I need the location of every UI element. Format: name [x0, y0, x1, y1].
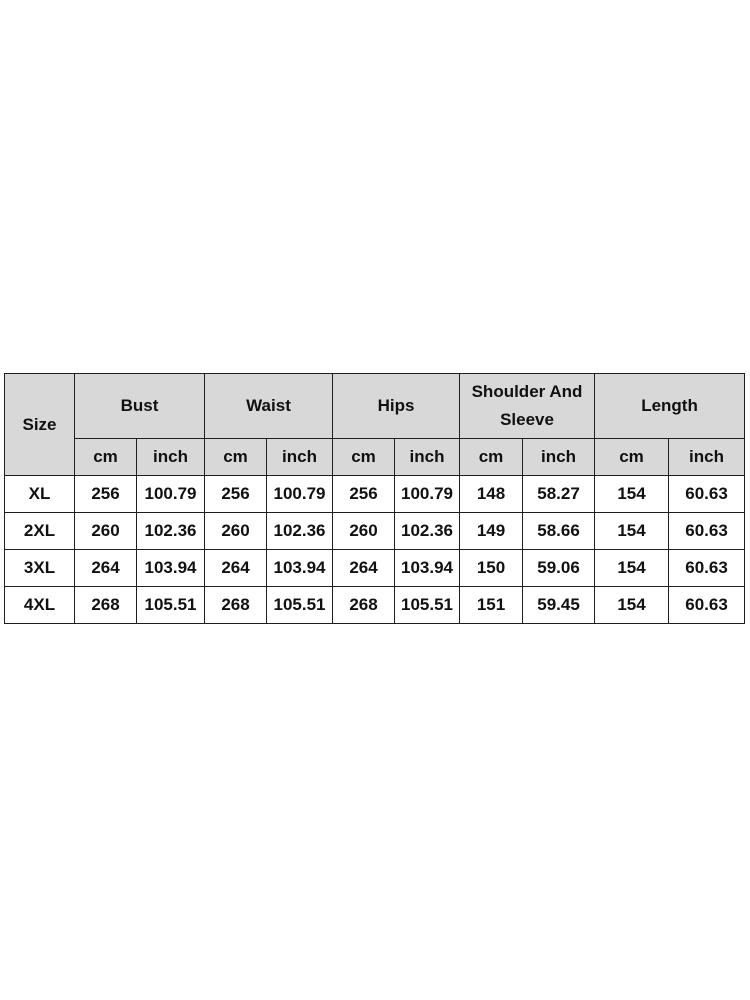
table-cell: 59.45 — [523, 587, 595, 624]
table-cell: 105.51 — [267, 587, 333, 624]
table-cell: 154 — [595, 550, 669, 587]
table-cell: 59.06 — [523, 550, 595, 587]
header-row-groups — [5, 374, 745, 439]
table-cell: 268 — [205, 587, 267, 624]
table-row — [5, 550, 745, 587]
table-cell: 58.66 — [523, 513, 595, 550]
group-header-waist: Waist — [205, 374, 333, 439]
group-header-hips: Hips — [333, 374, 460, 439]
table-cell: 103.94 — [137, 550, 205, 587]
table-cell: 102.36 — [137, 513, 205, 550]
table-cell: 264 — [333, 550, 395, 587]
table-cell: 100.79 — [267, 476, 333, 513]
size-header: Size — [5, 374, 75, 476]
table-cell: 264 — [75, 550, 137, 587]
unit-header: inch — [137, 439, 205, 476]
table-cell: 150 — [460, 550, 523, 587]
table-cell: 60.63 — [669, 513, 745, 550]
group-header-length: Length — [595, 374, 745, 439]
table-cell: 154 — [595, 513, 669, 550]
unit-header: cm — [75, 439, 137, 476]
table-cell: 105.51 — [137, 587, 205, 624]
table-cell: 103.94 — [395, 550, 460, 587]
table-cell: 60.63 — [669, 476, 745, 513]
table-row — [5, 513, 745, 550]
table-cell: 102.36 — [267, 513, 333, 550]
table-cell: 256 — [333, 476, 395, 513]
unit-header: inch — [395, 439, 460, 476]
table-cell: 149 — [460, 513, 523, 550]
size-cell: 3XL — [5, 550, 75, 587]
size-cell: 4XL — [5, 587, 75, 624]
group-header-bust: Bust — [75, 374, 205, 439]
size-cell: XL — [5, 476, 75, 513]
table-cell: 100.79 — [395, 476, 460, 513]
table-cell: 100.79 — [137, 476, 205, 513]
table-cell: 60.63 — [669, 587, 745, 624]
unit-header: cm — [595, 439, 669, 476]
table-cell: 260 — [205, 513, 267, 550]
table-row — [5, 587, 745, 624]
group-header-shoulder-and-sleeve: Shoulder And Sleeve — [460, 374, 595, 439]
size-chart-table — [4, 373, 745, 624]
table-cell: 148 — [460, 476, 523, 513]
table-cell: 102.36 — [395, 513, 460, 550]
table-cell: 264 — [205, 550, 267, 587]
unit-header: cm — [460, 439, 523, 476]
table-cell: 256 — [205, 476, 267, 513]
table-cell: 151 — [460, 587, 523, 624]
header-row-units — [5, 439, 745, 476]
table-cell: 105.51 — [395, 587, 460, 624]
unit-header: inch — [669, 439, 745, 476]
size-cell: 2XL — [5, 513, 75, 550]
unit-header: inch — [523, 439, 595, 476]
unit-header: cm — [205, 439, 267, 476]
table-cell: 268 — [75, 587, 137, 624]
table-row — [5, 476, 745, 513]
unit-header: cm — [333, 439, 395, 476]
table-cell: 60.63 — [669, 550, 745, 587]
table-cell: 260 — [333, 513, 395, 550]
table-cell: 260 — [75, 513, 137, 550]
unit-header: inch — [267, 439, 333, 476]
table-cell: 58.27 — [523, 476, 595, 513]
table-cell: 256 — [75, 476, 137, 513]
table-cell: 103.94 — [267, 550, 333, 587]
table-cell: 154 — [595, 476, 669, 513]
table-cell: 268 — [333, 587, 395, 624]
table-cell: 154 — [595, 587, 669, 624]
